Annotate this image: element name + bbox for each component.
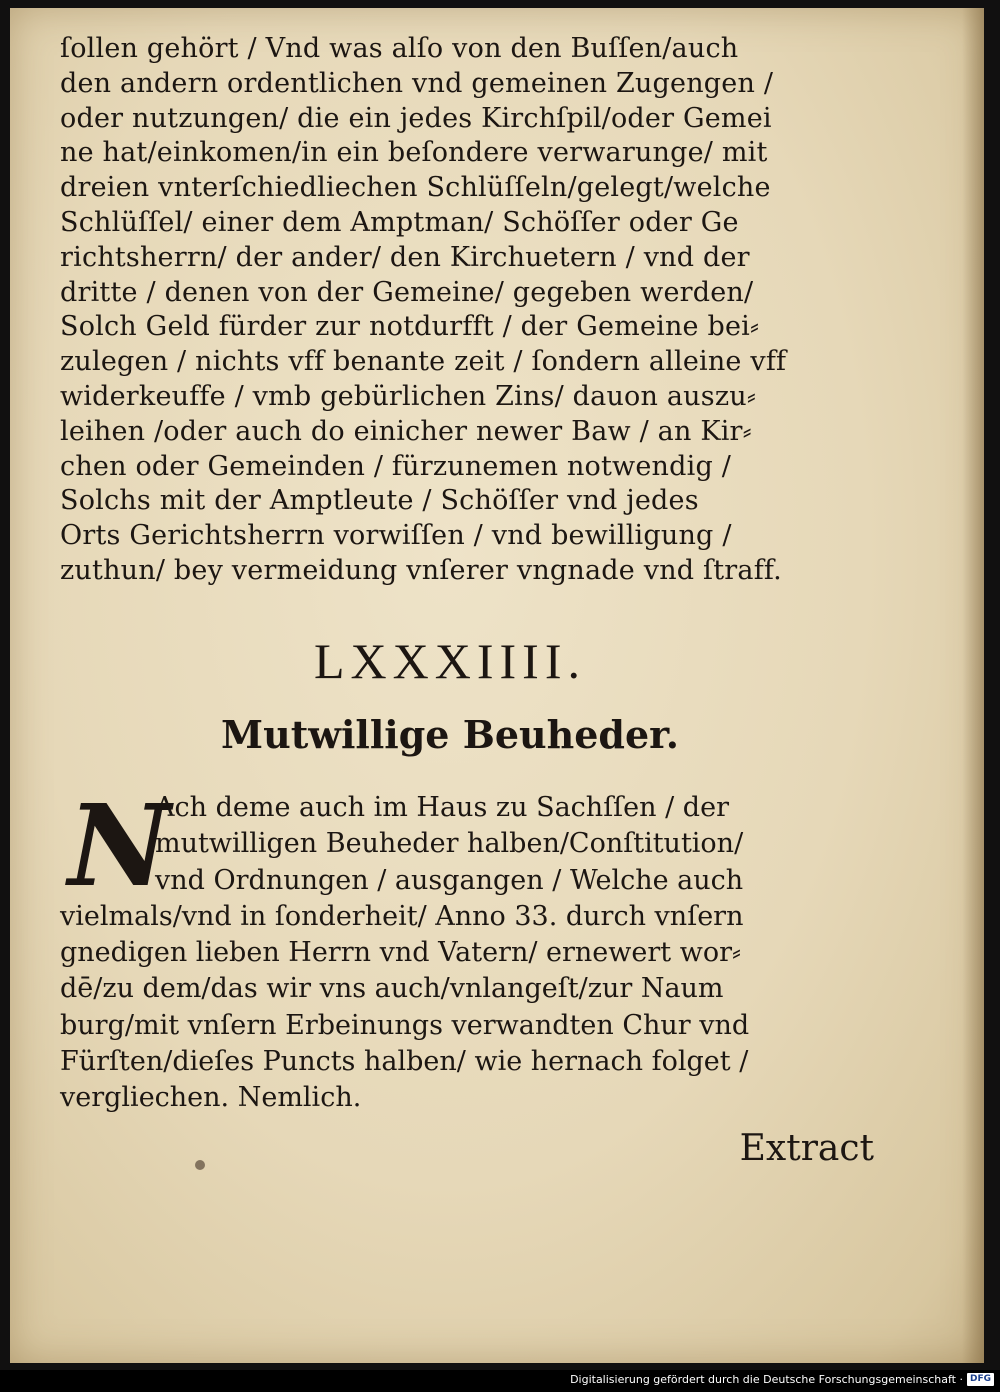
chapter-number: LXXXIIII. [314,633,586,689]
text-line: richtsherrn/ der ander/ den Kirchuetern / vnd der [60,241,750,273]
text-line: Ach deme auch im Haus zu Sachſſen / der [155,792,729,823]
text-line: vnd Ordnungen / ausgangen / Welche auch [155,864,744,896]
text-line: leihen /oder auch do einicher newer Baw / an Kir⸗ [60,415,752,447]
text-line: chen oder Gemeinden / fürzunemen notwendig / [60,450,732,482]
text-line: ne hat/einkomen/in ein beſondere verwarunge/ mit [60,137,768,169]
body-paragraph [60,781,860,1117]
text-line: Solch Geld fürder zur notdurfft / der Gemeine bei⸗ [60,311,760,343]
text-line: zulegen / nichts vff benante zeit / ſondern alleine vff [60,346,787,378]
credit-text: Digitalisierung gefördert durch die Deutsche Forschungsgemeinschaft · [570,1373,963,1386]
text-line: vergliechen. Nemlich. [60,1082,362,1114]
text-line: ſollen gehört / Vnd was alſo von den Buſſen/auch [60,33,739,64]
text-line: burg/mit vnſern Erbeinungs verwandten Chur vnd [60,1009,750,1041]
text-line: dē/zu dem/das wir vns auch/vnlangeſt/zur Naum [60,973,724,1005]
digitization-credit [570,1373,994,1386]
text-line: dreien vnterſchiedliechen Schlüſſeln/gelegt/welche [60,172,771,204]
dfg-logo: DFG [967,1373,994,1386]
text-line: den andern ordentlichen vnd gemeinen Zugengen / [60,67,774,99]
chapter-title: Mutwillige Beuheder. [221,712,679,757]
text-line: Schlüſſel/ einer dem Amptman/ Schöſſer oder Ge [60,206,739,238]
text-line: vielmals/vnd in ſonderheit/ Anno 33. durch vnſern [60,900,744,932]
text-line: gnedigen lieben Herrn vnd Vatern/ ernewert wor⸗ [60,937,741,969]
text-line: mutwilligen Beuheder halben/Conſtitution/ [155,828,744,860]
top-paragraph [60,32,850,589]
text-line: zuthun/ bey vermeidung vnſerer vngnade vnd ſtraff. [60,554,782,586]
text-line: Orts Gerichtsherrn vorwiſſen / vnd bewilligung / [60,520,732,552]
ink-speck [195,1160,205,1170]
page-edge-shadow [962,8,984,1363]
text-line: dritte / denen von der Gemeine/ gegeben werden/ [60,276,754,308]
text-line: widerkeuffe / vmb gebürlichen Zins/ dauon auszu⸗ [60,380,757,412]
text-line: Solchs mit der Amptleute / Schöſſer vnd jedes [60,485,699,517]
text-line: Fürſten/dieſes Puncts halben/ wie hernach folget / [60,1046,749,1078]
text-line: oder nutzungen/ die ein jedes Kirchſpil/oder Gemei [60,102,772,134]
decorated-initial: N [68,781,171,912]
catchword: Extract [739,1128,874,1169]
